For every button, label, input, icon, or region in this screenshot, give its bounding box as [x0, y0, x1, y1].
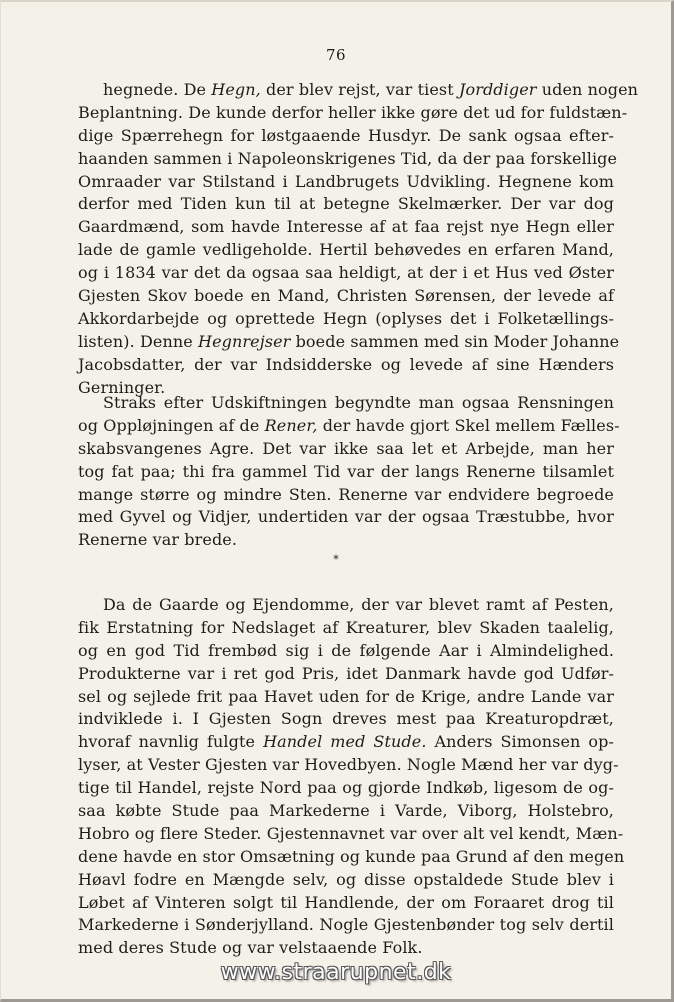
section-separator: * [333, 553, 339, 566]
text-segment: dene havde en stor Omsætning og kunde paa Grund af den megen [78, 846, 625, 866]
italic-term: Jorddiger [458, 80, 537, 99]
text-segment: og en god Tid frembød sig i de følgende Aar i Almindelighed. [78, 640, 614, 660]
text-line [78, 640, 614, 663]
text-line [78, 438, 614, 461]
text-segment: Renerne var brede. [78, 530, 238, 550]
text-segment: Anders Simonsen op- [426, 732, 615, 752]
text-segment: Da de Gaarde og Ejendomme, der var blevet ramt af Pesten, [103, 595, 614, 614]
italic-term: Rener, [264, 415, 318, 435]
text-line [78, 102, 628, 125]
text-line [78, 392, 614, 415]
text-line [78, 869, 614, 892]
text-segment: Gerninger. [78, 377, 166, 397]
text-line [78, 308, 614, 331]
text-segment: dige Spærrehegn for løstgaaende Husdyr. De sank ogsaa efter- [78, 125, 614, 145]
text-segment: Jacobsdatter, der var Indsidderske og levede af sine Hænders [78, 354, 614, 374]
text-line [78, 731, 614, 754]
text-line [78, 216, 614, 239]
text-line [78, 239, 614, 262]
watermark: www.straarupnet.dk [220, 960, 452, 985]
italic-term: Handel med Stude. [263, 732, 427, 752]
text-segment: mange større og mindre Sten. Renerne var endvidere begroede [78, 484, 614, 504]
text-segment: og i 1834 var det da ogsaa saa heldigt, at der i et Hus ved Øster [78, 263, 614, 283]
text-line [78, 506, 614, 529]
text-line [78, 937, 614, 960]
paragraph-hegn [78, 79, 639, 399]
text-line [78, 461, 614, 484]
text-segment: indviklede i. I Gjesten Sogn dreves mest paa Kreaturopdræt, [78, 709, 614, 729]
text-line [78, 79, 639, 102]
text-line [78, 914, 614, 937]
text-segment: lyser, at Vester Gjesten var Hovedbyen. Nogle Mænd her var dyg- [78, 755, 619, 775]
text-segment: der havde gjort Skel mellem Fælles- [317, 415, 620, 435]
text-segment: tog fat paa; thi fra gammel Tid var der langs Renerne tilsamlet [78, 461, 614, 481]
text-line [78, 686, 614, 709]
text-line [78, 846, 625, 869]
text-segment: listen). Denne [78, 331, 199, 351]
text-line [78, 484, 614, 507]
text-line [78, 529, 614, 552]
text-segment: fik Erstatning for Nedslaget af Kreaturer, blev Skaden taalelig, [78, 617, 614, 637]
text-segment: Akkordarbejde og oprettede Hegn (oplyses det i Folketællings- [78, 308, 614, 328]
text-line [78, 262, 614, 285]
text-segment: hvoraf navnlig fulgte [78, 732, 264, 752]
text-line [78, 354, 614, 377]
text-line [78, 708, 614, 731]
text-line [78, 823, 624, 846]
text-line [78, 148, 618, 171]
text-segment: boede sammen med sin Moder Johanne [290, 331, 620, 351]
text-segment: Hobro og flere Steder. Gjestennavnet var over alt vel kendt, Mæn- [78, 823, 624, 843]
text-segment: sel og sejlede frit paa Havet uden for de Krige, andre Lande var [78, 686, 614, 706]
text-line [78, 285, 614, 308]
text-segment: Løbet af Vinteren solgt til Handlende, der om Foraaret drog til [78, 892, 614, 912]
text-line [78, 754, 619, 777]
text-segment: Markederne i Sønderjylland. Nogle Gjestenbønder tog selv dertil [78, 915, 614, 935]
text-segment: Straks efter Udskiftningen begyndte man ogsaa Rensningen [103, 393, 614, 412]
text-line [78, 171, 614, 194]
text-segment: Høavl fodre en Mængde selv, og disse opstaldede Stude blev i [78, 869, 614, 889]
text-line [78, 125, 614, 148]
text-segment: haanden sammen i Napoleonskrigenes Tid, da der paa forskellige [78, 148, 618, 168]
paragraph-rensning [78, 392, 620, 552]
paragraph-handel [78, 594, 625, 960]
text-segment: Beplantning. De kunde derfor heller ikke gøre det ud for fuldstæn- [78, 102, 628, 122]
text-line [78, 331, 620, 354]
text-segment: og Oppløjningen af de [78, 415, 265, 435]
text-segment: med Gyvel og Vidjer, undertiden var der ogsaa Træstubbe, hvor [78, 507, 614, 527]
text-line [78, 193, 614, 216]
text-segment: Gaardmænd, som havde Interesse af at faa rejst nye Hegn eller [78, 217, 614, 237]
text-line [78, 594, 614, 617]
text-segment: der blev rejst, var tiest [260, 80, 459, 99]
text-segment: hegnede. De [103, 80, 212, 99]
text-line [78, 415, 620, 438]
text-segment: uden nogen [536, 80, 639, 99]
text-segment: Produkterne var i ret god Pris, idet Danmark havde god Udfør- [78, 663, 614, 683]
text-segment: Omraader var Stilstand i Landbrugets Udvikling. Hegnene kom [78, 171, 614, 191]
text-line [78, 800, 614, 823]
text-line [78, 777, 614, 800]
text-segment: saa købte Stude paa Markederne i Varde, Viborg, Holstebro, [78, 801, 614, 821]
italic-term: Hegnrejser [198, 331, 291, 351]
text-line [78, 617, 614, 640]
text-segment: lade de gamle vedligeholde. Hertil behøvedes en erfaren Mand, [78, 240, 614, 260]
text-segment: tige til Handel, rejste Nord paa og gjorde Indkøb, ligesom de og- [78, 778, 614, 798]
text-line [78, 663, 614, 686]
page-number: 76 [325, 46, 347, 64]
text-segment: med deres Stude og var velstaaende Folk. [78, 938, 423, 958]
text-line [78, 892, 614, 915]
text-segment: Gjesten Skov boede en Mand, Christen Sørensen, der levede af [78, 286, 614, 306]
italic-term: Hegn, [211, 80, 261, 99]
text-segment: derfor med Tiden kun til at betegne Skelmærker. Der var dog [78, 194, 614, 214]
text-segment: skabsvangenes Agre. Det var ikke saa let et Arbejde, man her [78, 438, 614, 458]
